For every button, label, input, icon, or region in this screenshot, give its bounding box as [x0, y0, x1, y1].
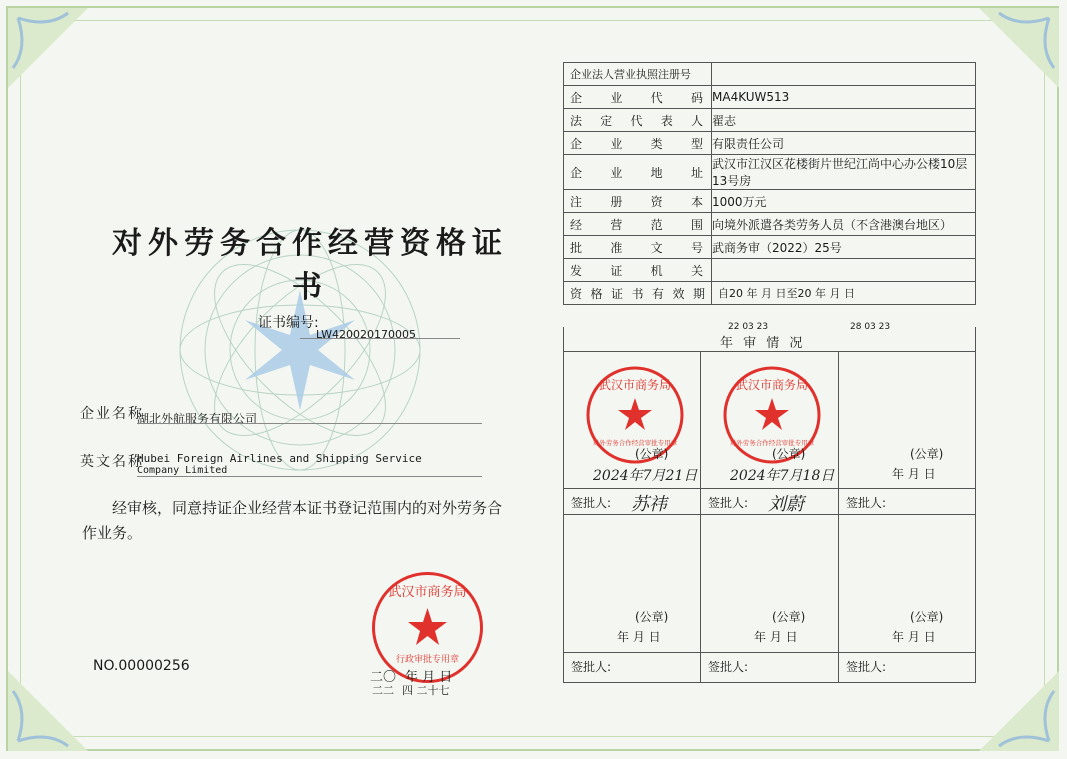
validity-row [564, 282, 976, 305]
registry-value: 翟志 [712, 109, 976, 132]
review-seal-subtext: 对外劳务合作经营审批专用章 [592, 439, 678, 447]
validity-text: 自20 年 月 日至20 年 月 日 [712, 282, 976, 305]
annual-review-title: 年 审 情 况 [720, 336, 806, 351]
review-seal-subtext: 对外劳务合作经营审批专用章 [729, 439, 815, 447]
registry-value: 武商务审（2022）25号 [712, 236, 976, 259]
registry-row [564, 132, 976, 155]
issuing-seal-subtext: 行政审批专用章 [395, 655, 460, 665]
registry-value: 向境外派遣各类劳务人员（不含港澳台地区） [712, 213, 976, 236]
registry-key: 企业代码 [564, 86, 712, 109]
serial-number: NO.00000256 [93, 658, 190, 674]
validity-label: 资格证书有效期 [564, 282, 712, 305]
registry-row [564, 63, 976, 86]
corner-ornament-top-right [979, 8, 1059, 88]
english-name-label: 英文名称 [80, 454, 144, 470]
registry-table [563, 62, 976, 305]
cert-no-underline [300, 338, 460, 339]
english-name-line1: Hubei Foreign Airlines and Shipping Service [137, 452, 422, 465]
registry-row [564, 86, 976, 109]
registry-value: 武汉市江汉区花楼街片世纪江尚中心办公楼10层13号房 [712, 155, 976, 190]
corner-ornament-bottom-right [979, 671, 1059, 751]
signer-label: 签批人: [571, 660, 612, 674]
registry-key: 法定代表人 [564, 109, 712, 132]
review-date: 年 月 日 [754, 630, 798, 644]
review-date: 年 月 日 [617, 630, 661, 644]
company-name-underline [137, 423, 482, 424]
signer-signature: 刘蔚 [768, 494, 804, 515]
cert-no-value: LW420020170005 [316, 328, 416, 341]
corner-ornament-bottom-left [8, 671, 88, 751]
review-col-divider-2 [838, 351, 839, 683]
issue-month-day: 四 二十七 [402, 684, 450, 697]
registry-key: 批准文号 [564, 236, 712, 259]
corner-ornament-top-left [8, 8, 88, 88]
gongzhang-label: (公章) [910, 610, 944, 624]
registry-key: 发证机关 [564, 259, 712, 282]
review-date: 2024年7月21日 [593, 468, 698, 484]
validity-end: 28 03 23 [850, 322, 891, 332]
registry-row [564, 190, 976, 213]
review-date: 年 月 日 [892, 467, 936, 481]
review-header-divider [563, 351, 976, 352]
company-name-value: 湖北外航服务有限公司 [137, 412, 258, 426]
validity-start: 22 03 23 [728, 322, 769, 332]
english-name-underline [137, 476, 482, 477]
registry-row [564, 109, 976, 132]
registry-value: 1000万元 [712, 190, 976, 213]
gongzhang-label: (公章) [772, 610, 806, 624]
signer-label: 签批人: [846, 496, 887, 510]
signer-signature: 苏祎 [631, 494, 667, 515]
issue-date-ym: 年 月 日 [405, 670, 453, 685]
registry-key: 企业法人营业执照注册号 [564, 63, 712, 86]
registry-value [712, 259, 976, 282]
registry-key: 注册资本 [564, 190, 712, 213]
review-date: 年 月 日 [892, 630, 936, 644]
registry-row [564, 155, 976, 190]
company-name-label: 企业名称 [80, 406, 144, 422]
english-name-line2: Company Limited [137, 465, 228, 476]
signer-label: 签批人: [846, 660, 887, 674]
registry-value: 有限责任公司 [712, 132, 976, 155]
gongzhang-label: (公章) [772, 447, 806, 461]
issuing-seal-text: 武汉市商务局 [388, 585, 467, 600]
registry-value: MA4KUW513 [712, 86, 976, 109]
certificate-title: 对外劳务合作经营资格证书 [112, 226, 508, 305]
review-seal-text: 武汉市商务局 [598, 378, 672, 392]
review-date: 2024年7月18日 [730, 468, 835, 484]
gongzhang-label: (公章) [635, 447, 669, 461]
signer-label: 签批人: [708, 496, 749, 510]
registry-value [712, 63, 976, 86]
issue-year-digits: 二二 [372, 684, 394, 697]
review-row2-sign-divider [563, 652, 976, 653]
registry-row [564, 236, 976, 259]
registry-row [564, 259, 976, 282]
signer-label: 签批人: [708, 660, 749, 674]
registry-row [564, 213, 976, 236]
review-col-divider-1 [700, 351, 701, 683]
gongzhang-label: (公章) [635, 610, 669, 624]
gongzhang-label: (公章) [910, 447, 944, 461]
registry-key: 企业地址 [564, 155, 712, 190]
signer-label: 签批人: [571, 496, 612, 510]
cert-no-label: 证书编号: [258, 315, 319, 331]
registry-key: 经营范围 [564, 213, 712, 236]
approval-statement: 经审核，同意持证企业经营本证书登记范围内的对外劳务合作业务。 [82, 499, 503, 542]
review-seal-text: 武汉市商务局 [735, 378, 809, 392]
issue-date-prefix: 二〇 [370, 670, 397, 685]
review-row1-sign-divider [563, 488, 976, 489]
registry-key: 企业类型 [564, 132, 712, 155]
